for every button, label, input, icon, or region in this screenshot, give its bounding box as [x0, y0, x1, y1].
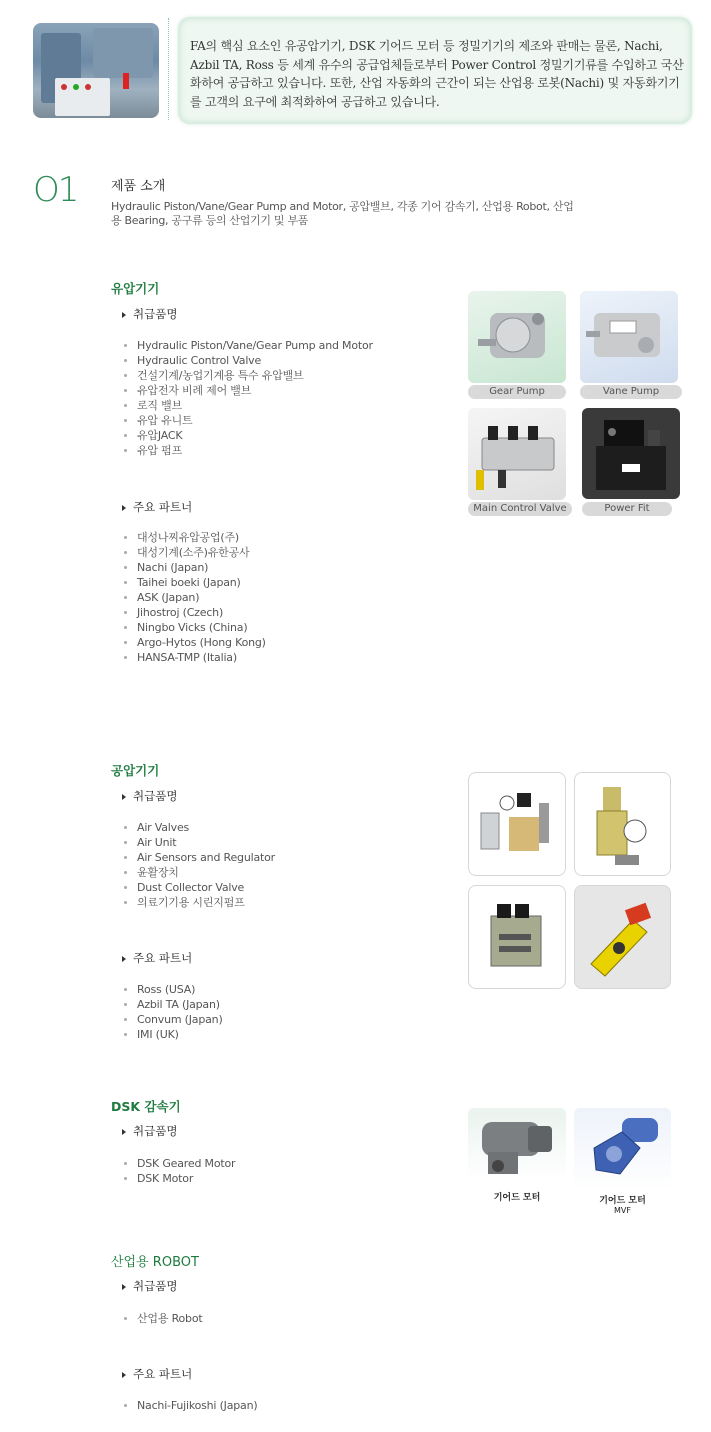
list-item: Hydraulic Piston/Vane/Gear Pump and Motor	[122, 338, 373, 353]
arrow-right-icon	[122, 312, 126, 318]
list-item: 윤활장치	[122, 865, 275, 880]
list-item: Ningbo Vicks (China)	[122, 620, 266, 635]
list-item: Convum (Japan)	[122, 1012, 223, 1027]
list-item: 유압 펌프	[122, 443, 373, 458]
hydraulic-partner-list	[122, 530, 266, 665]
list-item: DSK Motor	[122, 1171, 235, 1186]
arrow-right-icon	[122, 956, 126, 962]
list-item: Jihostroj (Czech)	[122, 605, 266, 620]
vane-pump-image	[580, 291, 678, 383]
header-factory-photo	[33, 23, 159, 118]
arrow-right-icon	[122, 505, 126, 511]
arrow-right-icon	[122, 1129, 126, 1135]
dsk-items-label: 취급품명	[122, 1123, 177, 1139]
list-item: 의료기기용 시린지펌프	[122, 895, 275, 910]
air-unit-image	[468, 772, 566, 876]
gear-pump-image	[468, 291, 566, 383]
header-separator	[168, 18, 169, 120]
list-item: Nachi (Japan)	[122, 560, 266, 575]
robot-partners-label: 주요 파트너	[122, 1366, 192, 1382]
list-item: 대성나찌유압공업(주)	[122, 530, 266, 545]
list-item: 로직 밸브	[122, 398, 373, 413]
hydraulic-items-label: 취급품명	[122, 306, 177, 322]
robot-partner-list	[122, 1398, 257, 1413]
pneumatic-items-label: 취급품명	[122, 788, 177, 804]
hydraulic-partners-label: 주요 파트너	[122, 499, 192, 515]
vane-pump-caption: Vane Pump	[580, 385, 682, 399]
geared-motor-caption: 기어드 모터	[493, 1193, 541, 1203]
air-valve-image	[468, 885, 566, 989]
geared-motor-mvf-image	[574, 1108, 671, 1190]
hydraulic-title: 유압기기	[111, 281, 160, 296]
hydraulic-item-list	[122, 338, 373, 458]
intro-title: 제품 소개	[111, 179, 166, 194]
geared-motor-mvf-caption: 기어드 모터	[599, 1196, 646, 1206]
section-number: O1	[33, 170, 78, 210]
list-item: HANSA-TMP (Italia)	[122, 650, 266, 665]
pneumatic-partners-label: 주요 파트너	[122, 950, 192, 966]
list-item: Air Valves	[122, 820, 275, 835]
list-item: Ross (USA)	[122, 982, 223, 997]
dsk-item-list	[122, 1156, 235, 1186]
main-control-valve-image	[468, 408, 566, 500]
pneumatic-title: 공압기기	[111, 763, 160, 778]
list-item: 유압전자 비례 제어 밸브	[122, 383, 373, 398]
pneumatic-partner-list	[122, 982, 223, 1042]
intro-description: Hydraulic Piston/Vane/Gear Pump and Motor, 공압밸브, 각종 기어 감속기, 산업용 Robot, 산업용 Bearing, 공구류 등의 산업기기 및 부품	[111, 200, 574, 227]
robot-items-label: 취급품명	[122, 1278, 177, 1294]
gear-pump-caption: Gear Pump	[468, 385, 566, 399]
arrow-right-icon	[122, 1372, 126, 1378]
list-item: Nachi-Fujikoshi (Japan)	[122, 1398, 257, 1413]
geared-motor-mvf-subcaption: MVF	[614, 1206, 631, 1215]
pneumatic-item-list	[122, 820, 275, 910]
list-item: 유압JACK	[122, 428, 373, 443]
robot-item-list	[122, 1311, 202, 1326]
robot-title: 산업용 ROBOT	[111, 1255, 199, 1270]
list-item: 건설기계/농업기계용 특수 유압밸브	[122, 368, 373, 383]
dsk-title: DSK 감속기	[111, 1099, 181, 1114]
power-fit-image	[582, 408, 680, 499]
power-fit-caption: Power Fit	[582, 502, 672, 516]
list-item: Hydraulic Control Valve	[122, 353, 373, 368]
dust-collector-valve-image	[574, 885, 671, 989]
list-item: Air Sensors and Regulator	[122, 850, 275, 865]
air-regulator-image	[574, 772, 671, 876]
list-item: 유압 유니트	[122, 413, 373, 428]
geared-motor-image	[468, 1108, 566, 1180]
list-item: Azbil TA (Japan)	[122, 997, 223, 1012]
list-item: 대성기계(소주)유한공사	[122, 545, 266, 560]
list-item: DSK Geared Motor	[122, 1156, 235, 1171]
arrow-right-icon	[122, 794, 126, 800]
header-intro-text: FA의 핵심 요소인 유공압기기, DSK 기어드 모터 등 정밀기기의 제조와 판매는 물론, Nachi, Azbil TA, Ross 등 세계 유수의 공급업체들로부터 Power Control 정밀기기류를 수입하고 국산화하여 공급하고 있습니다. 또한, 산업 자동화의 근간이 되는 산업용 로봇(Nachi) 및 자동화기기를 고객의 요구에 최적화하여 공급하고 있습니다.	[190, 39, 684, 109]
arrow-right-icon	[122, 1284, 126, 1290]
list-item: IMI (UK)	[122, 1027, 223, 1042]
main-control-valve-caption: Main Control Valve	[468, 502, 572, 516]
list-item: Taihei boeki (Japan)	[122, 575, 266, 590]
list-item: 산업용 Robot	[122, 1311, 202, 1326]
list-item: Argo-Hytos (Hong Kong)	[122, 635, 266, 650]
list-item: Dust Collector Valve	[122, 880, 275, 895]
list-item: Air Unit	[122, 835, 275, 850]
list-item: ASK (Japan)	[122, 590, 266, 605]
